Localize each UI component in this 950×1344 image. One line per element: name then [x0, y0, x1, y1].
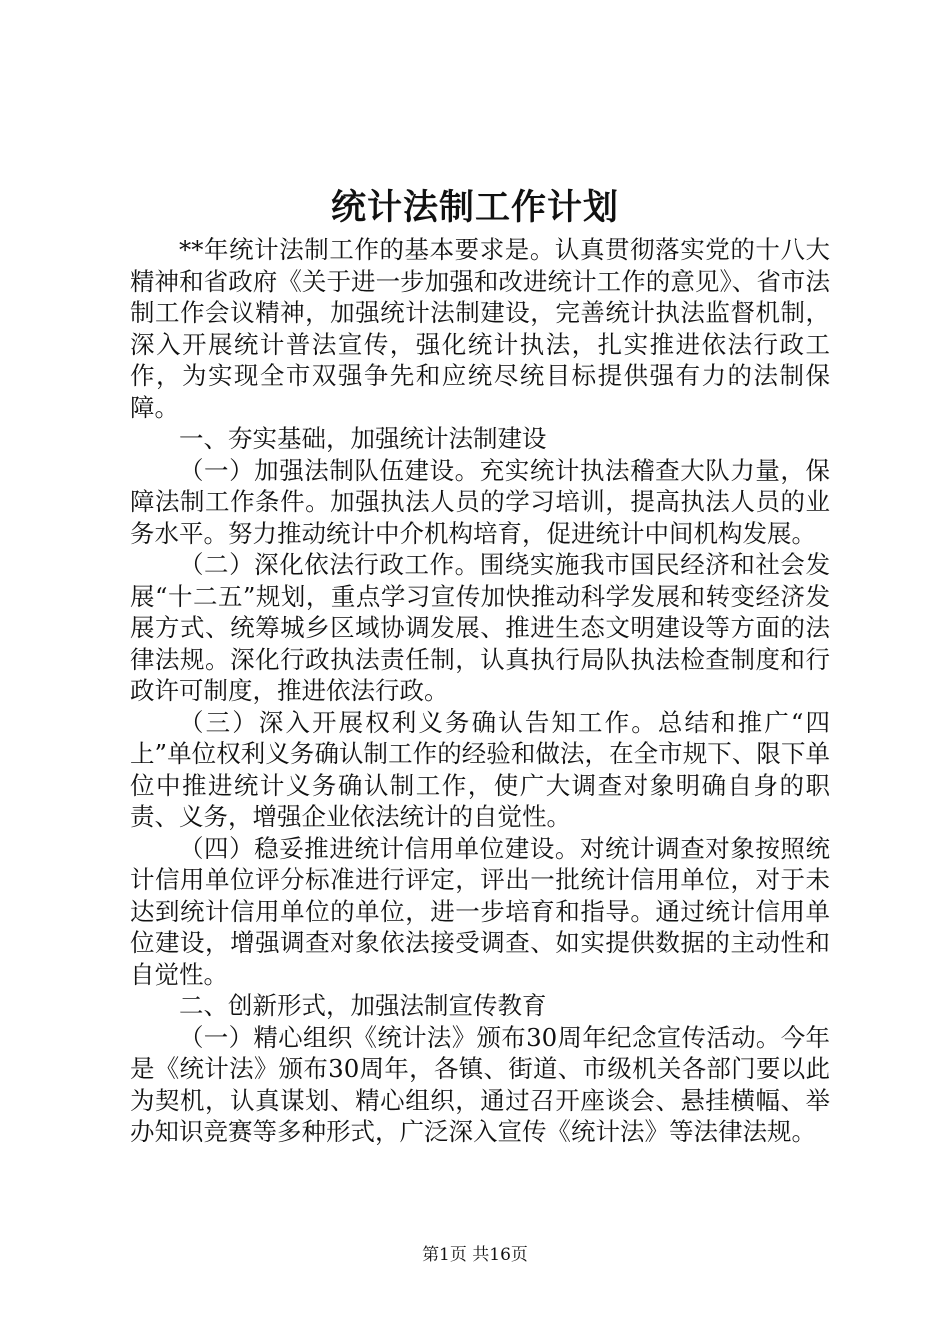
page-footer: 第1页 共16页	[422, 1245, 528, 1265]
paragraph-1-1: （一）加强法制队伍建设。充实统计执法稽查大队力量，保障法制工作条件。加强执法人员的学习培训，提高执法人员的业务水平。努力推动统计中介机构培育，促进统计中间机构发展。	[130, 455, 830, 548]
paragraph-1-3: （三）深入开展权利义务确认告知工作。总结和推广“四上”单位权利义务确认制工作的经验和做法，在全市规下、限下单位中推进统计义务确认制工作，使广大调查对象明确自身的职责、义务，增强企业依法统计的自觉性。	[130, 707, 830, 831]
paragraph-intro: **年统计法制工作的基本要求是。认真贯彻落实党的十八大精神和省政府《关于进一步加强和改进统计工作的意见》、省市法制工作会议精神，加强统计法制建设，完善统计执法监督机制，深入开展统计普法宣传，强化统计执法，扎实推进依法行政工作，为实现全市双强争先和应统尽统目标提供强有力的法制保障。	[130, 235, 830, 422]
section-heading-2: 二、创新形式，加强法制宣传教育	[179, 991, 547, 1020]
document-body	[130, 234, 830, 1148]
paragraph-1-4: （四）稳妥推进统计信用单位建设。对统计调查对象按照统计信用单位评分标准进行评定，评出一批统计信用单位，对于未达到统计信用单位的单位，进一步培育和指导。通过统计信用单位建设，增强调查对象依法接受调查、如实提供数据的主动性和自觉性。	[130, 833, 830, 989]
paragraph-2-1: （一）精心组织《统计法》颁布30周年纪念宣传活动。今年是《统计法》颁布30周年，各镇、街道、市级机关各部门要以此为契机，认真谋划、精心组织，通过召开座谈会、悬挂横幅、举办知识竞赛等多种形式，广泛深入宣传《统计法》等法律法规。	[130, 1022, 830, 1146]
document-title: 统计法制工作计划	[330, 187, 619, 228]
section-heading-1: 一、夯实基础，加强统计法制建设	[179, 424, 547, 453]
paragraph-1-2: （二）深化依法行政工作。围绕实施我市国民经济和社会发展“十二五”规划，重点学习宣传加快推动科学发展和转变经济发展方式、统筹城乡区域协调发展、推进生态文明建设等方面的法律法规。深化行政执法责任制，认真执行局队执法检查制度和行政许可制度，推进依法行政。	[130, 550, 830, 705]
